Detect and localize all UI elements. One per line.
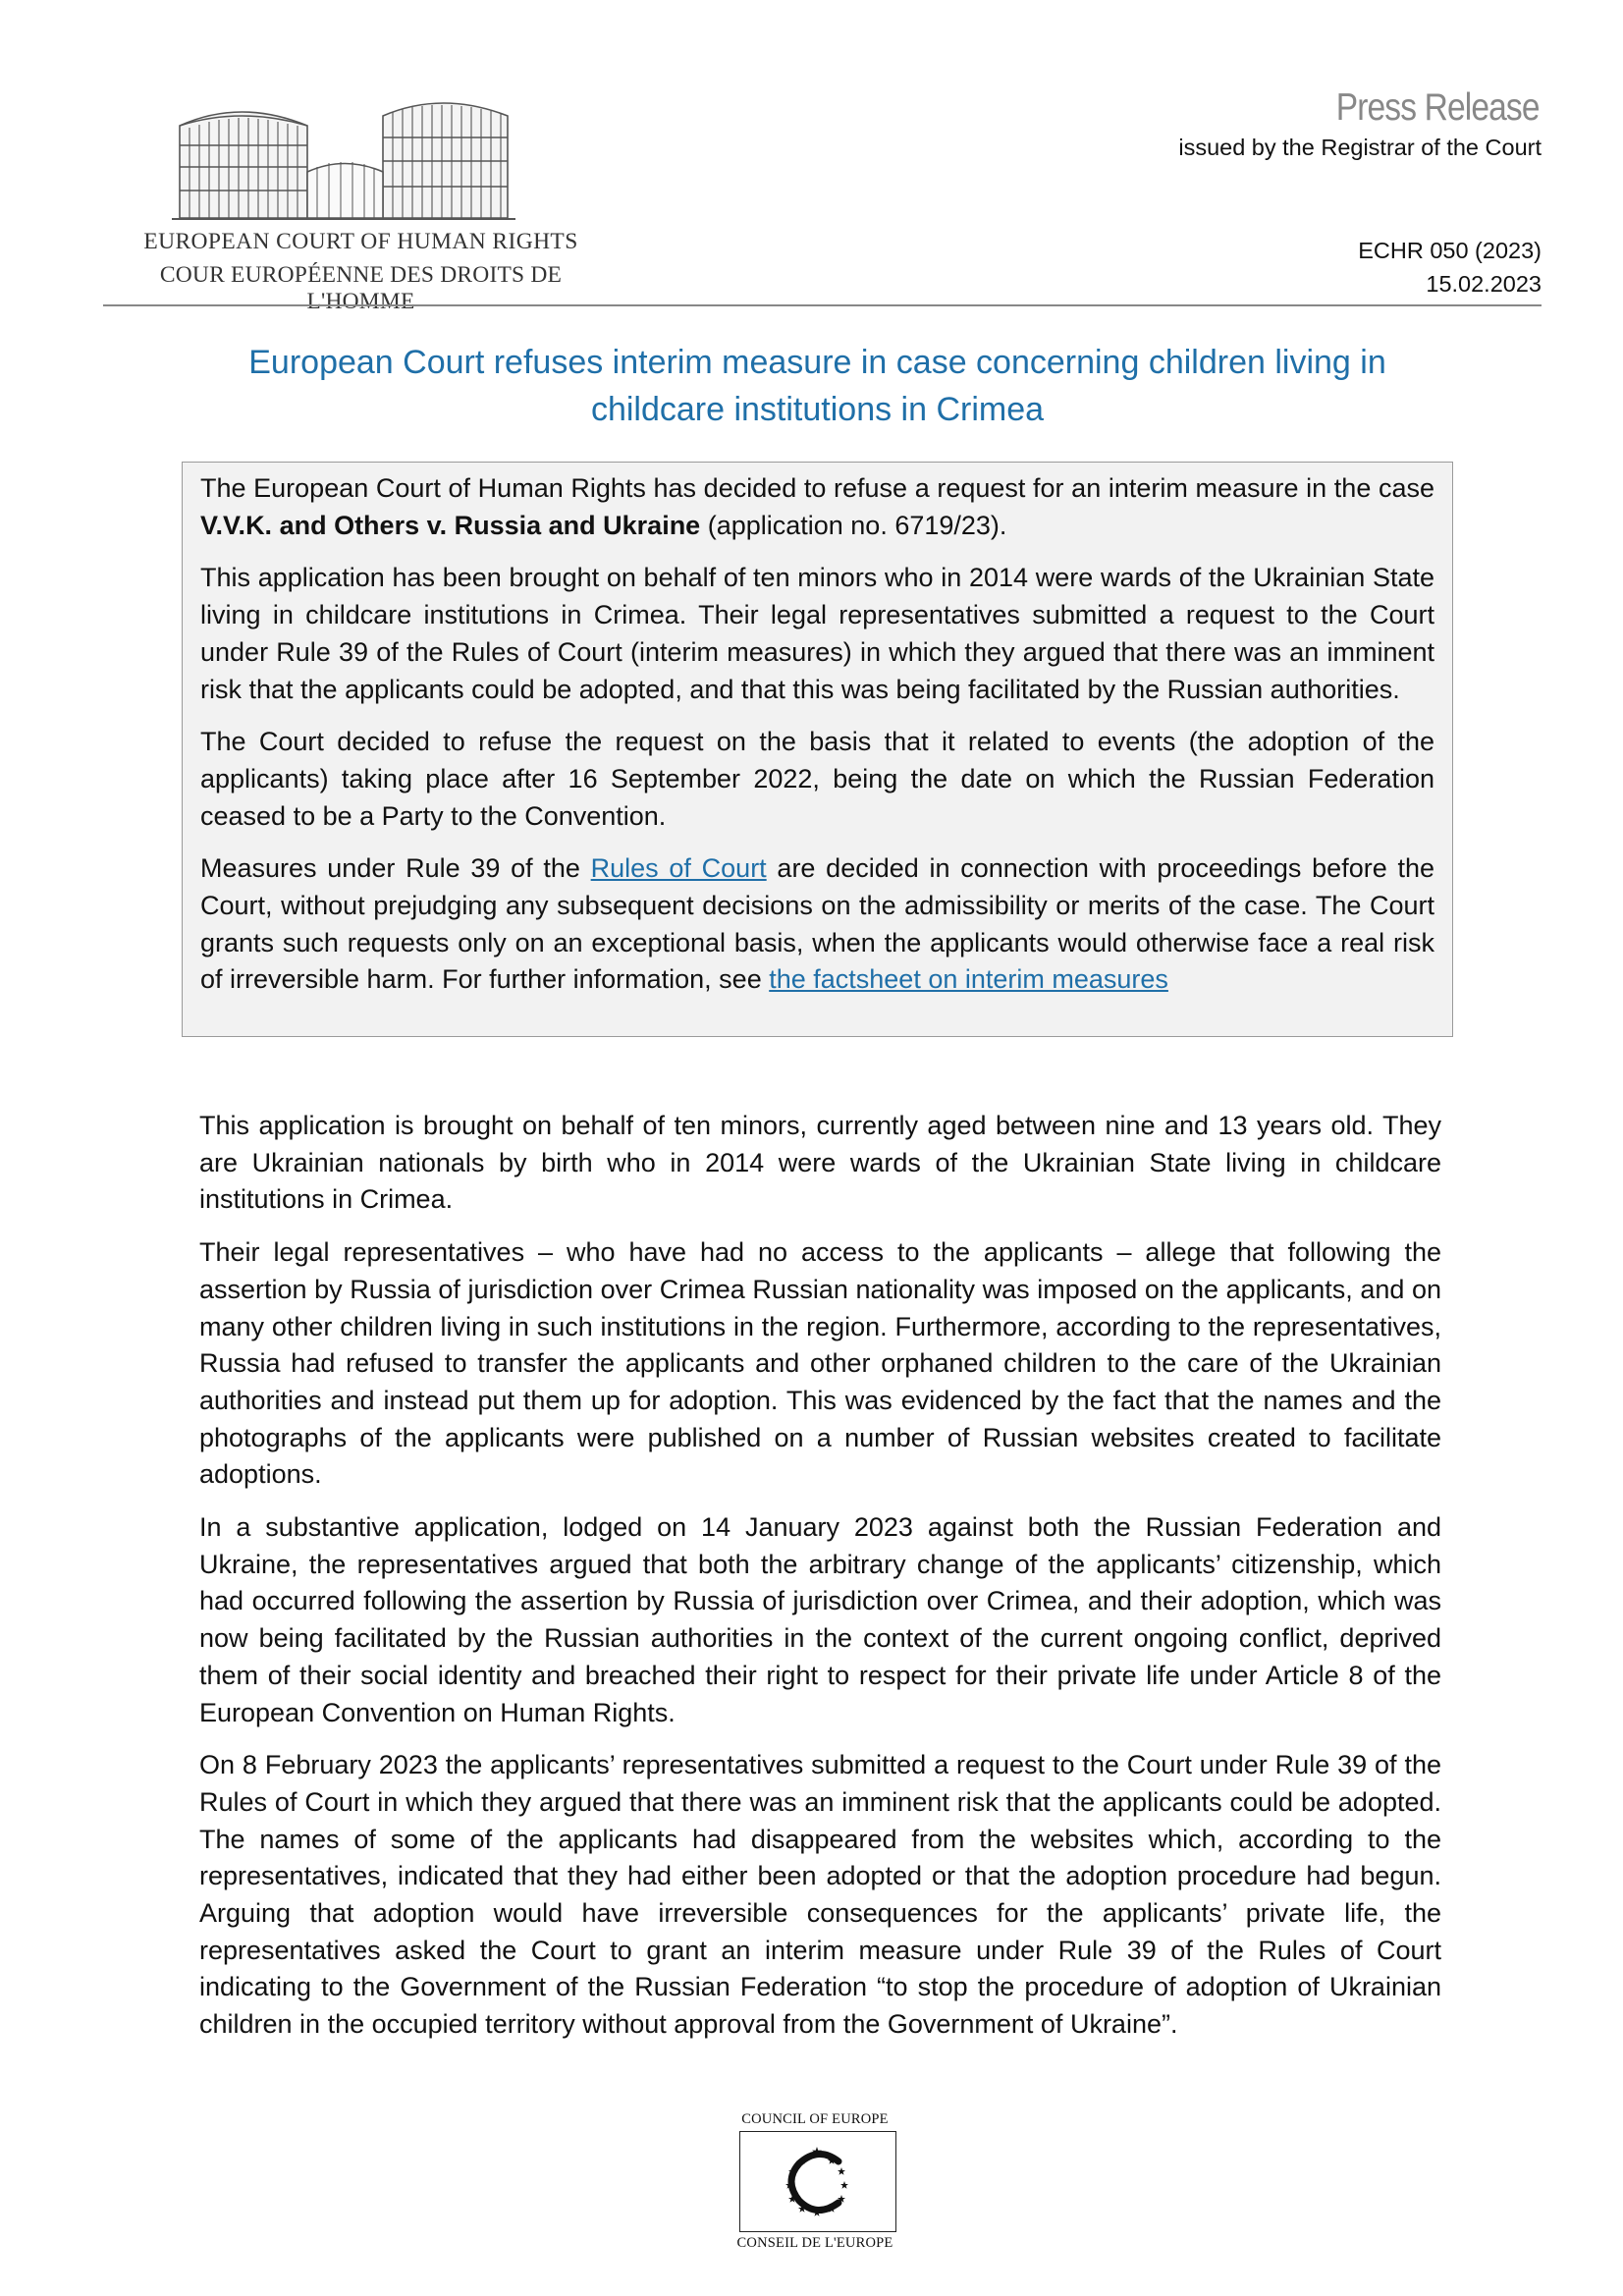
court-name-fr: COUR EUROPÉENNE DES DROITS DE L'HOMME [159, 262, 563, 314]
court-logo [103, 98, 619, 314]
body-paragraph-4: On 8 February 2023 the applicants’ representatives submitted a request to the Court under Rule 39 of the Rules of Court in which they argued that there was an imminent risk that the applicants could be adopted. The names of some of the applicants had disappeared from the websites which, according to the representatives, indicated that they had either been adopted or that the adoption procedure had begun. Arguing that adoption would have irreversible consequences for the applicants’ private life, the representatives asked the Court to grant an interim measure under Rule 39 of the Rules of Court indicating to the Government of the Russian Federation “to stop the procedure of adoption of Ukrainian children in the occupied territory without approval from the Government of Ukraine”. [199, 1750, 1441, 2040]
summary-text: are decided in connection with proceedings before the Court, without prejudging any subsequent decisions on the admissibility or merits of the case. The Court grants such requests only on an exceptional basis, when the applicants would otherwise face a real risk of irreversible harm. For further information, see [200, 853, 1434, 995]
court-building-logo-icon [103, 98, 619, 226]
factsheet-link[interactable]: the factsheet on interim measures [769, 964, 1168, 995]
summary-text: Measures under Rule 39 of the [200, 853, 591, 884]
council-of-europe-logo [687, 2111, 943, 2249]
article-body [199, 1108, 1441, 2059]
headline [147, 339, 1488, 433]
headline-line-1: European Court refuses interim measure in case concerning children living in [248, 344, 1386, 381]
summary-paragraph-3: The Court decided to refuse the request on the basis that it related to events (the adoption of the applicants) taking place after 16 September 2022, being the date on which the Russian Federation ceased to be a Party to the Convention. [200, 727, 1434, 831]
header-divider [103, 304, 1542, 306]
body-paragraph-1: This application is brought on behalf of ten minors, currently aged between nine and 13 years old. They are Ukrainian nationals by birth who in 2014 were wards of the Ukrainian State living in childcare institutions in Crimea. [199, 1111, 1441, 1215]
summary-text: The European Court of Human Rights has decided to refuse a request for an interim measure in the case [200, 473, 1434, 503]
summary-paragraph-1 [200, 470, 1434, 544]
headline-line-2: childcare institutions in Crimea [590, 391, 1045, 428]
issued-by: issued by the Registrar of the Court [1178, 135, 1542, 160]
coe-name-en: COUNCIL OF EUROPE [741, 2111, 889, 2127]
summary-text: (application no. 6719/23). [700, 510, 1007, 540]
summary-box [182, 462, 1453, 1037]
case-name: V.V.K. and Others v. Russia and Ukraine [200, 510, 701, 540]
court-name-en: EUROPEAN COURT OF HUMAN RIGHTS [143, 229, 578, 254]
press-release-title: Press Release [1336, 86, 1540, 129]
rules-of-court-link[interactable]: Rules of Court [590, 853, 767, 884]
body-paragraph-3: In a substantive application, lodged on 14 January 2023 against both the Russian Federation and Ukraine, the representatives argued that both the arbitrary change of the applicants’ citizenship, which had occurred following the assertion by Russia of jurisdiction over Crimea, and their adoption, which was now being facilitated by the Russian authorities in the context of the current ongoing conflict, deprived them of their social identity and breached their right to respect for their private life under Article 8 of the European Convention on Human Rights. [199, 1512, 1441, 1727]
release-date: 15.02.2023 [1426, 271, 1542, 297]
council-of-europe-logo-icon [739, 2131, 896, 2232]
summary-paragraph-4 [200, 850, 1434, 999]
summary-paragraph-2: This application has been brought on behalf of ten minors who in 2014 were wards of the Ukrainian State living in childcare institutions in Crimea. Their legal representatives submitted a request to the Court under Rule 39 of the Rules of Court (interim measures) in which they argued that there was an imminent risk that the applicants could be adopted, and that this was being facilitated by the Russian authorities. [200, 563, 1434, 704]
body-paragraph-2: Their legal representatives – who have had no access to the applicants – allege that following the assertion by Russia of jurisdiction over Crimea Russian nationality was imposed on the applicants, and on many other children living in such institutions in the region. Furthermore, according to the representatives, Russia had refused to transfer the applicants and other orphaned children to the care of the Ukrainian authorities and instead put them up for adoption. This was evidenced by the fact that the names and the photographs of the applicants were published on a number of Russian websites created to facilitate adoptions. [199, 1237, 1441, 1490]
coe-name-fr: CONSEIL DE L'EUROPE [736, 2235, 893, 2251]
release-reference: ECHR 050 (2023) [1358, 238, 1542, 263]
